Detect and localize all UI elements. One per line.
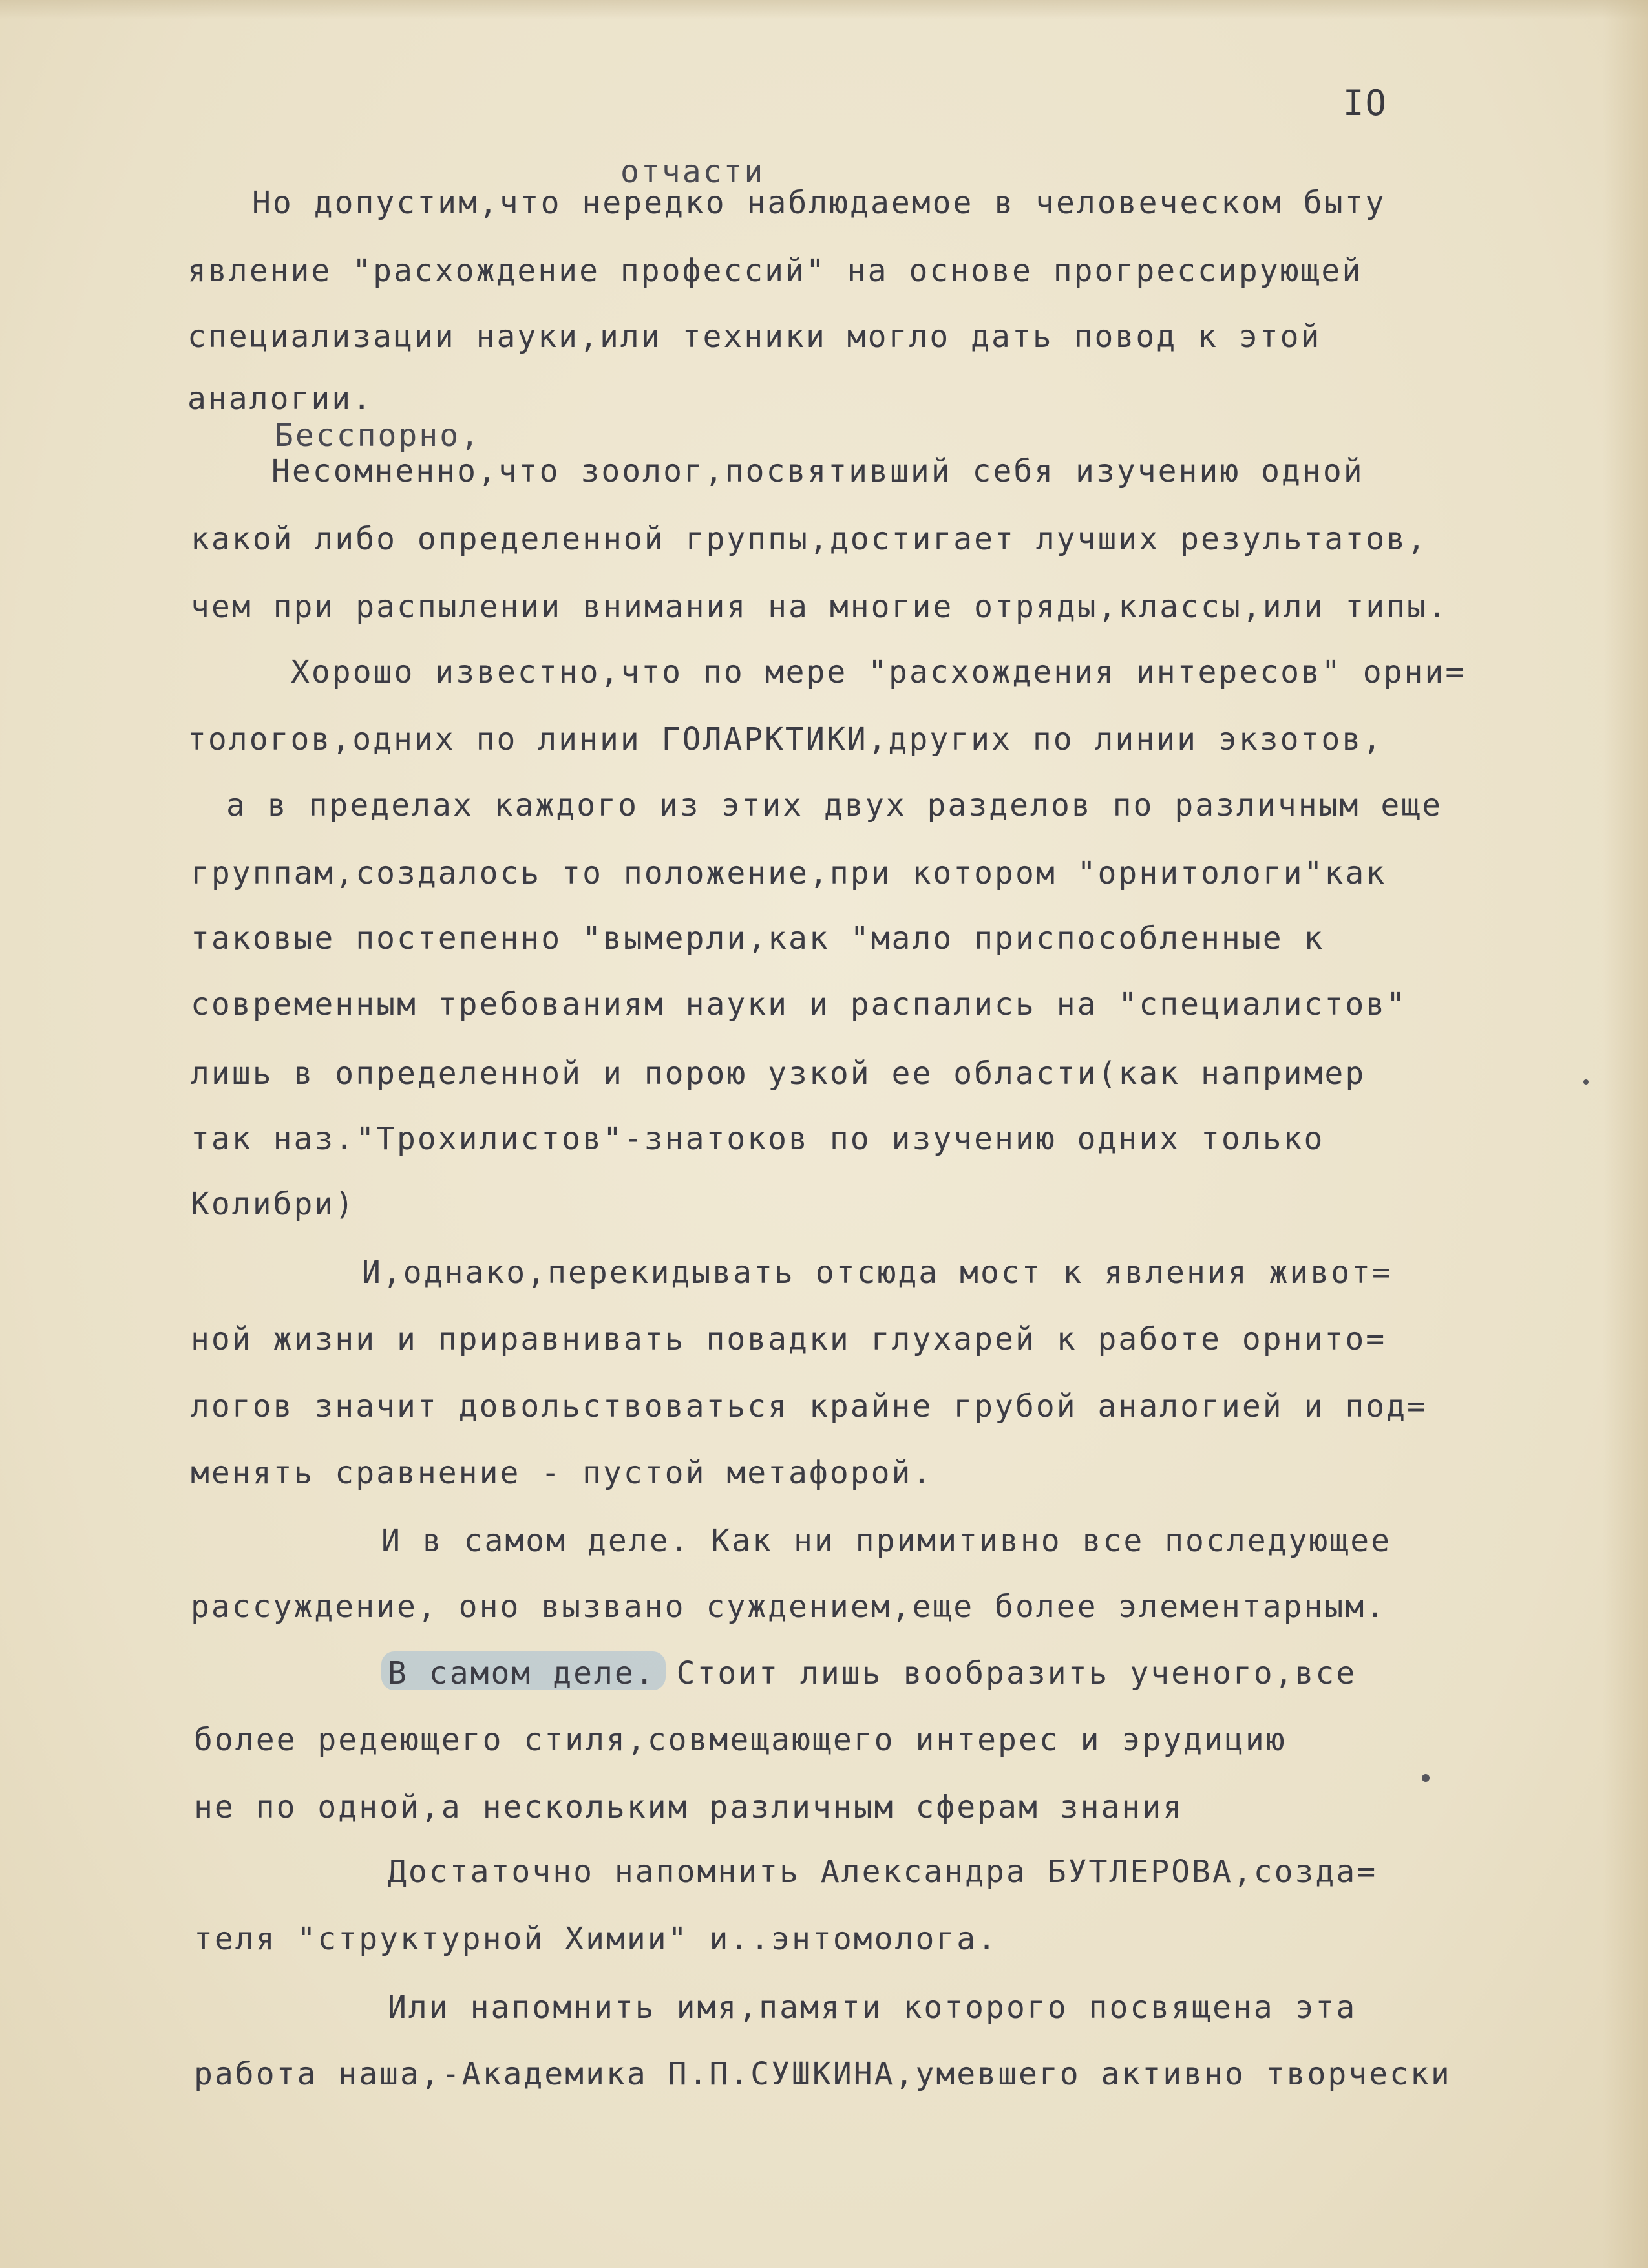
text-line: таковые постепенно "вымерли,как "мало приспособленные к [191,920,1325,957]
text-line: лишь в определенной и порою узкой ее области(как например [191,1055,1366,1092]
text-line: более редеющего стиля,совмещающего интерес и эрудицию [194,1722,1287,1758]
inserted-word: отчасти [620,154,765,190]
inserted-word: Бесспорно, [275,418,481,454]
text-line: Колибри) [191,1186,356,1222]
ink-spot [1422,1774,1430,1782]
text-line: чем при распылении внимания на многие отряды,классы,или типы. [191,589,1448,625]
text-line: теля "структурной Химии" и..энтомолога. [194,1921,998,1957]
text-line: специализации науки,или техники могло дать повод к этой [187,319,1322,355]
text-line: менять сравнение - пустой метафорой. [191,1455,933,1491]
text-line: Или напомнить имя,памяти которого посвящена эта [388,1989,1357,2026]
page-number: IO [1343,83,1388,123]
text-line: а в пределах каждого из этих двух разделов по различным еще [226,787,1443,823]
text-line: так наз."Трохилистов"-знатоков по изучению одних только [191,1121,1325,1157]
text-line: Несомненно,что зоолог,посвятивший себя изучению одной [271,453,1364,489]
text-line: В самом деле. Стоит лишь вообразить ученого,все [388,1655,1357,1691]
text-line: логов значит довольствоваться крайне грубой аналогией и под= [191,1388,1428,1425]
text-line: не по одной,а нескольким различным сферам знания [194,1789,1184,1825]
text-line: ной жизни и приравнивать повадки глухарей к работе орнито= [191,1321,1387,1357]
text-line: И в самом деле. Как ни примитивно все последующее [381,1523,1392,1559]
text-line: современным требованиям науки и распались на "специалистов" [191,986,1408,1023]
text-line: работа наша,-Академика П.П.СУШКИНА,умевшего активно творчески [194,2056,1452,2092]
text-line: тологов,одних по линии ГОЛАРКТИКИ,других по линии экзотов, [187,721,1384,758]
text-line: группам,создалось то положение,при котором "орнитологи"как [191,855,1387,891]
text-line: Хорошо известно,что по мере "расхождения интересов" орни= [291,654,1466,690]
ink-spot [1583,1079,1589,1085]
text-line: И,однако,перекидывать отсюда мост к явления живот= [362,1255,1393,1291]
text-line: рассуждение, оно вызвано суждением,еще более элементарным. [191,1589,1387,1625]
text-line: Достаточно напомнить Александра БУТЛЕРОВА,созда= [388,1854,1378,1890]
text-line: явление "расхождение профессий" на основе прогрессирующей [187,253,1363,289]
text-line: Но допустим,что нередко наблюдаемое в человеческом быту [252,185,1386,221]
paper-edge-top [0,0,1648,19]
paper-edge-right [1603,0,1648,2268]
text-line: какой либо определенной группы,достигает лучших результатов, [191,521,1428,557]
text-line: аналогии. [187,381,374,417]
